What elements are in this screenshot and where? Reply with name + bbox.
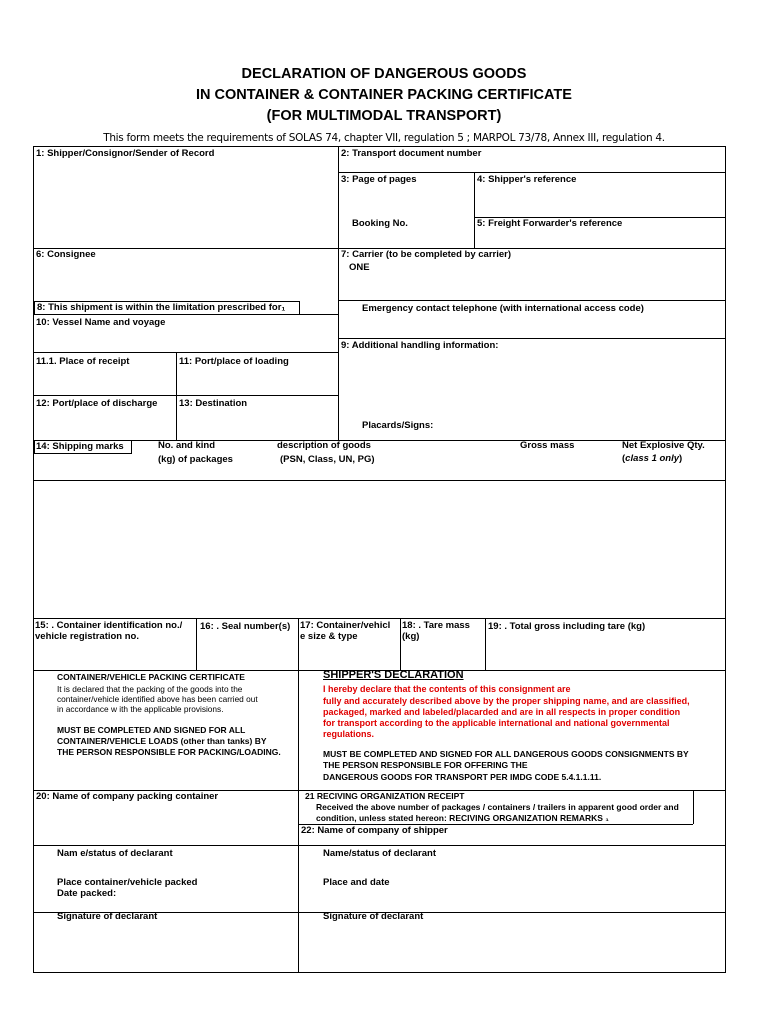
divider <box>338 172 725 173</box>
declaration-line4: for transport according to the applicable international and national governmental <box>323 718 670 728</box>
net-explosive-class: class 1 only <box>625 453 680 464</box>
seal-number-label: 16: . Seal number(s) <box>200 621 291 632</box>
divider-lower <box>298 618 299 972</box>
port-of-discharge-label: 12: Port/place of discharge <box>36 398 158 409</box>
transport-doc-label: 2: Transport document number <box>341 148 482 159</box>
declaration-must-line2: THE PERSON RESPONSIBLE FOR OFFERING THE <box>323 760 528 770</box>
divider <box>693 790 694 824</box>
packing-must-line2: CONTAINER/VEHICLE LOADS (other than tanks) BY <box>57 736 267 746</box>
no-kind-label-2: (kg) of packages <box>158 454 233 465</box>
declaration-line5: regulations. <box>323 729 375 739</box>
carrier-value: ONE <box>349 262 370 273</box>
declaration-must-line1: MUST BE COMPLETED AND SIGNED FOR ALL DANGEROUS GOODS CONSIGNMENTS BY <box>323 749 689 759</box>
divider <box>33 845 725 846</box>
divider <box>33 480 725 481</box>
company-shipper-label: 22: Name of company of shipper <box>301 825 448 836</box>
place-of-receipt-label: 11.1. Place of receipt <box>36 356 130 367</box>
form-title-line2: IN CONTAINER & CONTAINER PACKING CERTIFICATE <box>196 87 572 103</box>
divider <box>338 338 725 339</box>
declaration-must-line3: DANGEROUS GOODS FOR TRANSPORT PER IMDG CODE 5.4.1.1.11. <box>323 772 602 782</box>
company-packing-label: 20: Name of company packing container <box>36 791 219 802</box>
divider <box>33 352 338 353</box>
frame-right <box>725 146 726 972</box>
packing-certificate-line2: container/vehicle identified above has been carried out <box>57 694 258 704</box>
frame-bottom <box>33 972 726 973</box>
tare-mass-label-1: 18: . Tare mass <box>402 620 470 631</box>
vessel-label: 10: Vessel Name and voyage <box>36 317 166 328</box>
page-of-pages-label: 3: Page of pages <box>341 174 417 185</box>
shipper-label: 1: Shipper/Consignor/Sender of Record <box>36 148 215 159</box>
placards-label: Placards/Signs: <box>362 420 434 431</box>
declaration-line2: fully and accurately described above by the proper shipping name, and are classified, <box>323 696 690 706</box>
container-size-label-1: 17: Container/vehicl <box>300 620 391 631</box>
port-of-loading-label: 11: Port/place of loading <box>179 356 289 367</box>
additional-handling-label: 9: Additional handling information: <box>341 340 499 351</box>
container-id-label-1: 15: . Container identification no./ <box>35 620 183 631</box>
emergency-contact-label: Emergency contact telephone (with international access code) <box>362 303 644 314</box>
form-title-line1: DECLARATION OF DANGEROUS GOODS <box>241 66 527 82</box>
tare-mass-label-2: (kg) <box>402 631 420 642</box>
packing-must-line3: THE PERSON RESPONSIBLE FOR PACKING/LOADING. <box>57 747 281 757</box>
booking-no-label: Booking No. <box>352 218 408 229</box>
freight-forwarder-label: 5: Freight Forwarder's reference <box>477 218 623 229</box>
place-date-label: Place and date <box>323 877 390 888</box>
divider <box>474 172 475 248</box>
divider <box>485 618 486 670</box>
divider <box>338 300 725 301</box>
divider <box>196 618 197 670</box>
description-label-2: (PSN, Class, UN, PG) <box>280 454 375 465</box>
frame-top <box>33 146 725 147</box>
divider <box>400 618 401 670</box>
net-explosive-label-2 <box>622 453 682 464</box>
consignee-label: 6: Consignee <box>36 249 96 260</box>
limitation-label: 8: This shipment is within the limitation prescribed for₁ <box>37 302 286 313</box>
place-packed-label: Place container/vehicle packed <box>57 877 198 888</box>
no-kind-label-1: No. and kind <box>158 440 215 451</box>
name-status-left-label: Nam e/status of declarant <box>57 848 173 859</box>
form-title-line3: (FOR MULTIMODAL TRANSPORT) <box>266 108 502 124</box>
form-subtitle: This form meets the requirements of SOLAS 74, chapter VII, regulation 5 ; MARPOL 73/78, Annex III, regulation 4. <box>103 132 665 144</box>
divider <box>33 395 338 396</box>
packing-certificate-line1: It is declared that the packing of the goods into the <box>57 684 243 694</box>
receipt-line1: Received the above number of packages / containers / trailers in apparent good order and <box>316 802 679 812</box>
frame-left <box>33 146 34 972</box>
shipper-reference-label: 4: Shipper's reference <box>477 174 577 185</box>
divider-main <box>338 146 339 440</box>
packing-certificate-line3: in accordance w ith the applicable provisions. <box>57 704 224 714</box>
divider <box>176 352 177 440</box>
net-explosive-paren-open: ( <box>622 453 626 464</box>
packing-must-line1: MUST BE COMPLETED AND SIGNED FOR ALL <box>57 725 246 735</box>
shipping-marks-label: 14: Shipping marks <box>36 441 124 452</box>
description-label-1: description of goods <box>277 440 371 451</box>
packing-certificate-title: CONTAINER/VEHICLE PACKING CERTIFICATE <box>57 672 245 682</box>
carrier-label: 7: Carrier (to be completed by carrier) <box>341 249 511 260</box>
declaration-line1: I hereby declare that the contents of this consignment are <box>323 684 571 694</box>
declaration-line3: packaged, marked and labeled/placarded and are in all respects in proper condition <box>323 707 681 717</box>
receipt-title: 21 RECIVING ORGANIZATION RECEIPT <box>305 791 465 801</box>
signature-right-label: Signature of declarant <box>323 911 424 922</box>
divider <box>33 618 725 619</box>
signature-left-label: Signature of declarant <box>57 911 158 922</box>
container-size-label-2: e size & type <box>300 631 358 642</box>
net-explosive-paren-close: ) <box>679 453 683 464</box>
gross-mass-label: Gross mass <box>520 440 575 451</box>
total-gross-label: 19: . Total gross including tare (kg) <box>488 621 646 632</box>
shippers-declaration-title: SHIPPER'S DECLARATION <box>323 669 464 681</box>
date-packed-label: Date packed: <box>57 888 117 899</box>
container-id-label-2: vehicle registration no. <box>35 631 139 642</box>
net-explosive-label-1: Net Explosive Qty. <box>622 440 705 451</box>
receipt-line2: condition, unless stated hereon: RECIVING ORGANIZATION REMARKS ₁ <box>316 813 609 823</box>
name-status-right-label: Name/status of declarant <box>323 848 436 859</box>
destination-label: 13: Destination <box>179 398 248 409</box>
